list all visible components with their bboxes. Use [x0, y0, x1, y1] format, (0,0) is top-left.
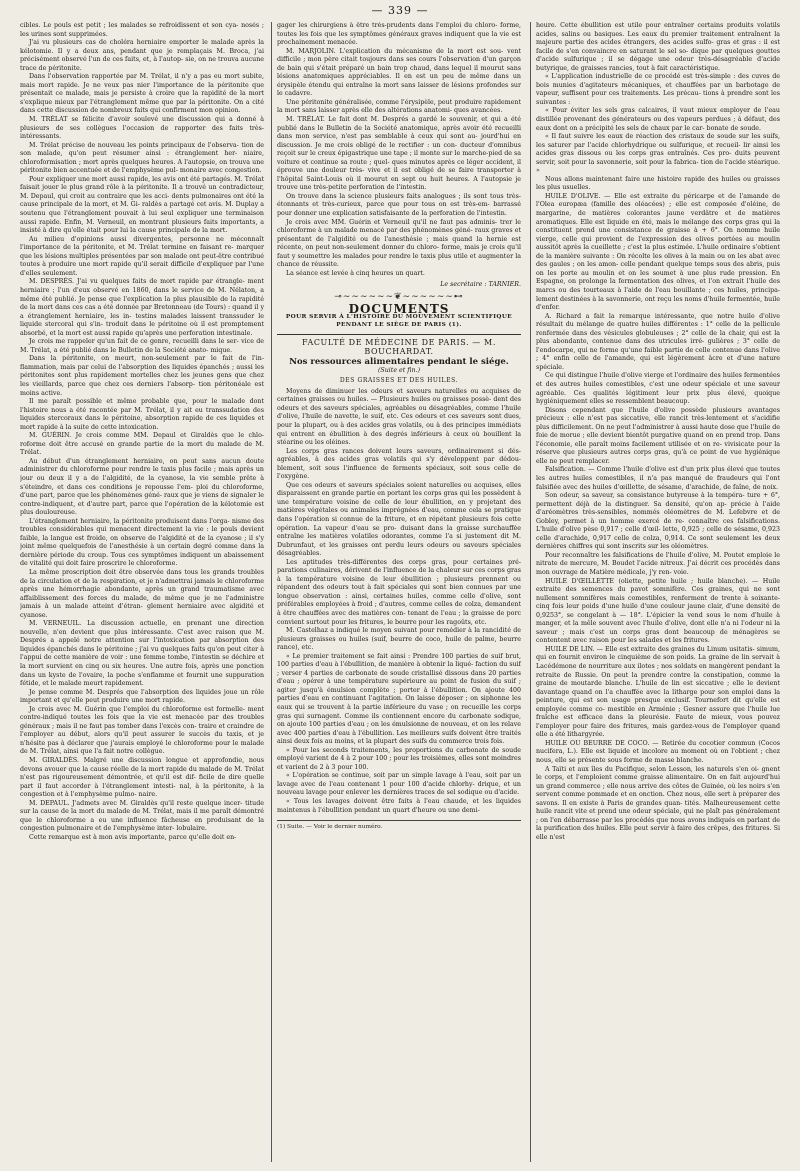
column-middle	[277, 22, 521, 1162]
paragraph: M. TRÉLAT se félicite d'avoir soulevé une discussion qui a donné à plusieurs de ses collègues l'occasion de rapporter des faits très- intéressants.	[20, 116, 264, 141]
paragraph: Je crois avec M. Guérin que l'emploi du chloroforme est formelle- ment contre-indiqué toutes les fois que la vie est menacée par des troubles généraux ; mais il ne faut pas tomber dans l'excès con- traire et craindre de l'employer au début, alors qu'il peut assurer le succès du taxis, et je n'hésite pas à déclarer que j'aurais employé le chloroforme pour le malade de M. Trélat, ainsi que l'a fait notre collègue.	[20, 705, 264, 756]
proceedings-text-continued	[277, 22, 521, 278]
paragraph: A. Richard a fait la remarque intéressante, que notre huile d'olive résultait du mélange de quatre huiles différentes : 1° celle de la pellicule renfermée dans des vésicules globuleuses ; 2° celle de la chair, qui est la plus abondante, contenue dans des utricules irré- gulières ; 3° celle de l'endocarpe, qui ne forme qu'une faible partie de celle contenue dans l'olive ; 4° enfin celle de l'amande, qui est légèrement âcre et d'une nature spéciale.	[536, 312, 780, 371]
paragraph: HUILE OU BEURRE DE COCO. — Retirée du cocotier commun (Cocos nucifera, L.). Elle est liquide et incolore au moment où on l'obtient ; chez nous, elle se présente sous forme de masse blanche.	[536, 739, 780, 765]
paragraph: A Taïti et aux îles du Pacifique, selon Lesson, les naturels s'en oi- gnent le corps, et l'emploient comme graisse alimentaire. On en fait aujourd'hui un grand commerce ; elle nous arrive des côtes de Guinée, où les noirs s'en servent comme pommade et en onction. Chez nous, elle sert à préparer des savons. Il en existe à Paris de grandes quan- tités. Malheureusement cette huile rancit vite et prend une odeur spéciale, qui ne plaît pas généralement ; on l'en débarrasse par les procédés que nous avons indiqués en parlant de la purification des huiles. Elle peut servir à faire des crêpes, des fritures. Si elle n'est	[536, 765, 780, 841]
paragraph: L'étranglement herniaire, la péritonite produisent dans l'orga- nisme des troubles considérables qui menacent directement la vie : le pouls devient faible, la langue est froide, on observe de l'algidité et de la cyanose ; il s'y joint même quelquefois de l'anesthésie à un certain degré comme dans la dernière période du croup. Tous ces symptômes indiquent un abaissement de vitalité qui doit faire proscrire le chloroforme.	[20, 517, 264, 568]
paragraph: Il me paraît possible et même probable que, pour le malade dont l'histoire nous a été racontée par M. Trélat, il y ait eu transsudation des liquides stercoraux dans le péritoine, absorption rapide de ces liquides et mort rapide à la suite de cette intoxication.	[20, 398, 264, 431]
paragraph: Les corps gras rances doivent leurs saveurs, ordinairement si dés- agréables, à des acides gras volatils qui s'y développent par dédou- blement, soit sous l'influence de ferments spéciaux, soit sous celle de l'oxygène.	[277, 447, 521, 481]
paragraph: M. DEPAUL. J'admets avec M. Giraldès qu'il reste quelque incer- titude sur la cause de la mort du malade de M. Trélat, mais il me paraît démontré que le chloroforme a eu une influence fâcheuse en produisant de la congestion pulmonaire et de l'emphysème inter- lobulaire.	[20, 799, 264, 833]
paragraph: Cette remarque est à mon avis importante, parce qu'elle doit en-	[29, 833, 237, 841]
paragraph: « Il faut suivre les eaux de réaction des cristaux de soude sur les suifs, les saturer par l'acide chlorhydrique ou sulfurique, et recueil- lir ainsi les acides gras dissous ou les corps gras entraînés. Ces pro- duits peuvent servir, soit pour la savonnerie, soit pour la fabrica- tion de l'acide stéarique. »	[536, 133, 780, 175]
paragraph: Au début d'un étranglement herniaire, on peut sans aucun doute administrer du chloroforme pour rendre le taxis plus facile ; mais après un jour ou deux il y a de l'algidité, de la cyanose, la vie semble prête à s'éteindre, et dans ces conditions je repousse l'em- ploi du chloroforme, d'une part, parce que les phénomènes géné- raux que je viens de signaler le contre-indiquent, et d'autre part, parce que l'opération de la kélotomie est plus douloureuse.	[20, 457, 264, 517]
paragraph: gager les chirurgiens à être très-prudents dans l'emploi du chloro- forme, toutes les fois que les symptômes généraux graves indiquent que la vie est prochainement menacée.	[277, 22, 521, 47]
section-subtitle: POUR SERVIR À L'HISTOIRE DU MOUVEMENT SCIENTIFIQUE	[285, 314, 513, 321]
paragraph: M. GUÉRIN. Je crois comme MM. Depaul et Giraldès que le chlo- roforme doit être accusé en grande partie de la mort du malade de M. Trélat.	[20, 432, 264, 457]
paragraph: Pour reconnaître les falsifications de l'huile d'olive, M. Poutet emploie le nitrate de mercure, M. Boudet l'acide nitreux. J'ai décrit ces procédés dans mon ouvrage de Matière médicale, j'y ren- voie.	[536, 551, 780, 576]
paragraph: HUILE DE LIN. — Elle est extraite des graines du Linum usitatis- simum, qui en fournit environ le cinquième de son poids. La graine de lin servait à Lacédémone de nourriture aux ilotes ; nos soldats en mangèrent pendant la retraite de Russie. On peut la prendre contre la constipation, comme la graine de moutarde blanche. L'huile de lin est siccative ; elle le devient davantage quand on l'a chauffée avec la litharge pour son emploi dans la peinture, qui est son usage presque exclusif. Tournefort dit qu'elle est employée comme co- mestible en Arménie ; Gesner assure que l'huile lue fraîche est efficace dans la pleurésie. Faute de mieux, vous pouvez l'employer pour faire des fritures, mais gardez-vous de l'employer quand elle a été lithargyrée.	[536, 645, 780, 739]
paragraph: M. Castelhaz a indiqué le moyen suivant pour remédier à la rancidité de plusieurs graisses ou huiles (suif, beurre de coco, huile de palme, beurre rance), etc.	[277, 627, 521, 652]
paragraph: « Le premier traitement se fait ainsi : Prendre 100 parties de suif brut, 100 parties d'eau à l'ébullition, de manière à obtenir la liqué- faction du suif ; verser 4 parties de carbonate de soude cristallisé dissous dans 20 parties d'eau ; opérer à une température supérieure au point de fusion du suif ; agiter jusqu'à émulsion complète ; porter à l'ébullition. On ajoute 400 parties d'eau en continuant l'agitation. On laisse déposer ; on siphonne les eaux qui se trouvent à la partie inférieure du vase ; on recueille les corps gras qui surnagent. Comme ils contiennent encore du carbonate sodique, on ajoute 100 parties d'eau ; on les émulsionne de nouveau, et on les relave avec 400 parties d'eau à l'ébullition. Les meilleurs suifs doivent être traités ainsi deux fois au moins, et la plupart des suifs du commerce trois fois.	[277, 652, 521, 746]
paragraph: Falsification. — Comme l'huile d'olive est d'un prix plus élevé que toutes les autres huiles comestibles, il n'a pas manqué de fraudeurs qui l'ont falsifiée avec des huiles d'œillette, de sésame, d'arachide, de faîne, de noix.	[536, 466, 780, 491]
footnote: (1) Suite. — Voir le dernier numéro.	[277, 820, 521, 832]
paragraph: Son odeur, sa saveur, sa consistance butyreuse à la tempéra- ture + 6°, permettent déjà de la distinguer. Sa densité, qu'on ap- précie à l'aide d'aréomètres très-sensibles, nommés oléomètres de M. Lefebvre et de Gobley, permet à un homme exercé de re- connaître ces falsifications. L'huile d'olive pèse 0,917 ; celle d'œil- lette, 0,925 ; celle de sésame, 0,923 celle d'arachide, 0,917 celle de colza, 0,914. Ce sont seulement les deux dernières chiffres qui sont inscrits sur les oléomètres.	[536, 492, 780, 551]
paragraph: « Pour les seconds traitements, les proportions du carbonate de soude employé varient de 4 à 2 pour 100 ; pour les troisièmes, elles sont moindres et varient de 2 à 3 pour 100.	[277, 746, 521, 771]
paragraph: La même proscription doit être observée dans tous les grands troubles de la circulation et de la respiration, et je n'admettrai jamais le chloroforme après une hémorrhagie abondante, après un grand traumatisme avec affaiblissement des forces du malade, de même que je ne l'administre jamais à un malade atteint d'étran- glement herniaire avec algidité et cyanose.	[20, 569, 264, 619]
paragraph: Je crois avec MM. Guérin et Verneuil qu'il ne faut pas adminis- trer le chloroforme à un malade menacé par des phénomènes géné- raux graves et présentant de l'algidité ou de l'anesthésie ; mais quand la hernie est récente, on peut non-seulement donner du chloro- forme, mais je crois qu'il faut y soumettre les malades pour rendre le taxis plus utile et augmenter la chance de réussite.	[277, 218, 521, 269]
column-divider	[530, 22, 531, 1162]
paragraph: Disons cependant que l'huile d'olive possède plusieurs avantages précieux : elle n'est pas siccative, elle rancit très-lentement et s'acidifie plus difficilement. On ne peut l'administrer à aussi haute dose que l'huile de foie de morue ; elle devient bientôt purgative quand on en prend trop. Dans l'économie, elle paraît moins facilement utilisée et on re- vivisicate pour la réserve que plusieurs autres corps gras, qu'à ce point de vue hygiénique elle ne peut remplacer.	[536, 406, 780, 465]
page-number: — 339 —	[371, 4, 429, 17]
paragraph: M. VERNEUIL. La discussion actuelle, en prenant une direction nouvelle, n'en devient que plus intéressante. C'est avec raison que M. Després a appelé notre attention sur l'intoxication par absorption des liquides épanchés dans le péritoine ; j'ai vu quelques faits qu'on peut citer à l'appui de cette manière de voir : une femme tombe, l'intestin se déchire et la mort survient en cinq ou six heures. Une autre fois, après une ponction dans un kyste de l'ovaire, la poche s'enflamme et fournit une suppuration fétide, et le malade meurt rapidement.	[20, 620, 264, 688]
section-title: DOCUMENTS	[348, 301, 450, 316]
paragraph: M. Trélat précise de nouveau les points principaux de l'observa- tion de son malade, qu'on peut résumer ainsi : étranglement her- niaire, chloroformisation ; mort après quelques heures. A l'autopsie, on trouva une péritonite bien accentuée et de l'emphysème pul- monaire avec congestion.	[20, 141, 264, 175]
paragraph: « L'opération se continue, soit par un simple lavage à l'eau, soit par un lavage avec de l'eau contenant 1 pour 100 d'acide chlorhy- drique, et un nouveau lavage pour enlever les dernières traces de sel sodique ou d'acide.	[277, 772, 521, 797]
article-text-continued	[536, 22, 780, 843]
paragraph: Pour expliquer une mort aussi rapide, les avis ont été partagés. M. Trélat faisait jouer le plus grand rôle à la péritonite. Il a trouvé un contradicteur, M. Depaul, qui croit au contraire que les acci- dents pulmonaires ont été la cause principale de la mort, et M. Gi- raldès a partagé cet avis. M. Duplay a soutenu que l'étranglement pouvait à lui seul expliquer une terminaison aussi rapide. Enfin, M. Verneuil, en montrant plusieurs faits importants, a insisté à dire qu'elle était pour lui la cause principale de la mort.	[20, 175, 264, 235]
paragraph: Nous allons maintenant faire une histoire rapide des huiles ou graisses les plus usuelles.	[536, 175, 780, 192]
column-divider	[271, 22, 272, 1162]
horizontal-rule	[277, 334, 521, 335]
paragraph: HUILE D'ŒILLETTE (oliette, petite huile ; huile blanche). — Huile extraite des semences du pavot somnifère. Ces graines, qui ne sont nullement somnifères mais comestibles, renferment de trente à soixante-cinq fois leur poids d'une huile d'une couleur jaune clair, d'une densité de 0,9253°, se congelant à — 18°. L'épicier la vend sous le nom d'huile à manger, et la mêle souvent avec l'huile d'olive, dont elle n'a ni l'odeur ni la saveur ; mais c'est un corps gras dont beaucoup de ménagères se contentent avec raison pour les salades et les fritures.	[536, 577, 780, 645]
paragraph: M. GIRALDÈS. Malgré une discussion longue et approfondie, nous devons avouer que la cause réelle de la mort rapide du malade de M. Trélat n'est pas rigoureusement démontrée, et qu'il est dif- ficile de dire quelle part il faut accorder à l'étranglement intesti- nal, à la péritonite, à la congestion et à l'emphysème pulmo- naire.	[20, 757, 264, 799]
paragraph: HUILE D'OLIVE. — Elle est extraite du péricarpe et de l'amande de l'Olea europæa (famille des oléacées) ; elle est composée d'oléine, de margarine, de matières colorantes jaune verdâtre et de matières aromatiques. Elle est liquide en été, mais le mélange des corps gras qui la constituent prend une consistance de graisse à + 6°. On nomme huile vierge, celle qui provient de l'expression des olives portées au moulin aussitôt après la cueillette ; c'est la plus estimée. L'huile ordinaire s'obtient de la manière suivante : On récolte les olives à la main ou on les abat avec des gaules ; on les amon- celle pendant quelque temps sous des abris, puis on les porte au moulin et on les soumet à une plus rude pression. En Espagne, on prolonge la fermentation des olives, et l'on extrait l'huile des marcs ou des tourteaux à l'aide de l'eau bouillante ; ces huiles, principa- lement destinées à la savonnerie, ont reçu les noms d'huile fermentée, huile d'enfer.	[536, 192, 780, 312]
paragraph: Je pense comme M. Després que l'absorption des liquides joue un rôle important et qu'elle peut produire une mort rapide.	[20, 688, 264, 705]
paragraph: Les aptitudes très-différentes des corps gras, pour certaines pré- parations culinaires, dérivent de l'influence de la chaleur sur ces corps gras à la température voisine de leur ébullition ; plusieurs prennent ou répandent des odeurs tout à fait spéciales qui sont bien connues par une longue observation : ainsi, certaines huiles, comme celle d'olive, sont préférables employées à froid ; d'autres, comme celles de colza, demandent à être chauffées avec des matières con- tenant de l'eau ; la graisse de porc convient surtout pour les fritures, le beurre pour les ragoûts, etc.	[277, 558, 521, 626]
part-heading: DES GRAISSES ET DES HUILES.	[339, 377, 459, 385]
paragraph: « Tous les lavages doivent être faits à l'eau chaude, et les liquides maintenus à l'ébullition pendant un quart d'heure ou une demi-	[277, 798, 521, 814]
paragraph: On trouve dans la science plusieurs faits analogues ; ils sont tous très-étonnants et très-curieux, parce que pour tous on est très-em- barrassé pour donner une explication satisfaisante de la perforation de l'intestin.	[277, 192, 521, 218]
paragraph: « L'application industrielle de ce procédé est très-simple : des cuves de bois munies d'agitateurs mécaniques, et chauffées par un barbotage de vapeur, suffisent pour ces traitements. Les précau- tions à prendre sont les suivantes :	[536, 73, 780, 106]
paragraph: La séance est levée à cinq heures un quart.	[286, 269, 425, 277]
paragraph: Ce qui distingue l'huile d'olive vierge et l'ordinaire des huiles fermentées et des autres huiles comestibles, c'est une odeur spéciale et une saveur agréable. Ces qualités légitiment leur prix plus élevé, quoique hygiéniquement elles se ressemblent beaucoup.	[536, 372, 780, 406]
article-text	[277, 388, 521, 815]
paragraph: M. TRÉLAT. Le fait dont M. Després a gardé le souvenir, et qui a été publié dans le Bulletin de la Société anatomique, après avoir été recueilli dans mon service, n'est pas semblable à ceux qui sont au- jourd'hui en discussion. Je me crois obligé de le rectifier : un con- ducteur d'omnibus reçoit sur le creux épigastrique une tape ; il monte sur le marche-pied de sa voiture et continue sa route ; quel- ques minutes après ce léger accident, il éprouve une douleur très- vive et il est obligé de se faire transporter à l'hôpital Saint-Louis où il mourut en sept ou huit heures. A l'autopsie je trouve une très-petite perforation de l'intestin.	[277, 116, 521, 192]
paragraph: M. MARJOLIN. L'explication du mécanisme de la mort est sou- vent difficile ; mon père citait toujours dans ses cours l'observation d'un garçon de bain qui s'était préparé un bain trop chaud, dans lequel il mourut sans lésions anatomiques appréciables. Il en est un peu de même dans un érysipèle étendu qui entraîne la mort sans laisser de lésions profondes sur le cadavre.	[277, 47, 521, 98]
faculty-heading: FACULTÉ DE MÉDECINE DE PARIS. — M. BOUCHARDAT.	[302, 338, 496, 356]
paragraph: Moyens de diminuer les odeurs et saveurs naturelles ou acquises de certaines graisses ou huiles. — Plusieurs huiles ou graisses possè- dent des odeurs et des saveurs spéciales, agréables ou désagréables, comme l'huile d'olive, l'huile de navette, le suif, etc. Ces odeurs et ces saveurs sont dues, pour la plupart, ou à des acides gras volatils, ou à des principes immédiats qui entrent en ébullition à des degrés inférieurs à ceux où bouillent la stéarine ou les oléines.	[277, 387, 521, 447]
paragraph: Une péritonite généralisée, comme l'érysipèle, peut produire rapidement la mort sans laisser après elle des altérations anatomi- ques avancées.	[277, 98, 521, 115]
ornament-divider: ⊸∼∼∼∼∼∼❦∼∼∼∼∼∼⊷	[334, 291, 464, 302]
article-continuation: (Suite et fin.)	[377, 366, 421, 374]
paragraph: Au milieu d'opinions aussi divergentes, personne ne méconnaît l'importance de la péritonite, et M. Trélat termine en faisant re- marquer que les lésions multiples présentées par son malade ont peut-être contribué toutes à produire une mort rapide qu'il serait difficile d'expliquer par l'une d'elles seulement.	[20, 235, 264, 277]
section-subtitle: PENDANT LE SIÈGE DE PARIS (1).	[336, 321, 462, 328]
article-title: Nos ressources alimentaires pendant le siége.	[289, 357, 509, 368]
paragraph: Dans l'observation rapportée par M. Trélat, il n'y a pas eu mort subite, mais mort rapide. Je ne veux pas nier l'importance de la péritonite que présentait ce malade, mais je persiste à croire que la rapidité de la mort s'explique mieux par l'étranglement même que par la péritonite. On a cité dans cette discussion de nombreux faits qui confirment mon opinion.	[20, 73, 264, 115]
paragraph: J'ai vu plusieurs cas de choléra herniaire emporter le malade après la kélotomie. Il y a deux ans, pendant que je remplaçais M. Broca, j'ai précisément observé l'un de ces faits, et, à l'autop- sie, on ne trouva aucune trace de péritonite.	[20, 39, 264, 72]
column-left	[20, 22, 264, 1162]
proceedings-text	[20, 22, 264, 843]
paragraph: Que ces odeurs et saveurs spéciales soient naturelles ou acquises, elles disparaissent en grande partie en portant les corps gras qui les possèdent à une température voisine de celle de leur ébullition, en y projetant des matières végétales ou animales imprégnées d'eau, comme cela se pratique dans l'opération si connue de la friture, et en répétant plusieurs fois cette opération. La vapeur d'eau se pro- duisant dans la graisse surchauffée entraîne les matières volatiles odorantes, comme l'a si justement dit M. Dubrunfaut, et les graisses ont perdu leurs odeurs ou saveurs spéciales désagréables.	[277, 481, 521, 558]
paragraph: cibles. Le pouls est petit ; les malades se refroidissent et son cya- nosés ; les urines sont supprimées.	[20, 22, 264, 38]
paragraph: Dans la péritonite, on meurt, non-seulement par le fait de l'in- flammation, mais par celui de l'absorption des liquides épanchés ; aussi les péritonites sont plus rapidement mortelles chez les jeunes gens que chez les vieillards, parce que chez ces derniers l'absorp- tion péritonéale est moins active.	[20, 355, 264, 397]
paragraph: heure. Cette ébullition est utile pour entraîner certains produits volatils acides, salins ou basiques. Les eaux du premier traitement entraînent la majeure partie des acides étrangers, des acides sulfo- gras et gras : il est facile de s'en convaincre en saturant le sel so- dique par quelques gouttes d'acide sulfurique ; il se dégage une odeur très-désagréable d'acide butyrique, de graisses rancies, tout à fait caractéristique.	[536, 22, 780, 72]
column-right	[536, 22, 780, 1162]
secretary-signature: Le secrétaire : TARNIER.	[440, 281, 521, 289]
paragraph: M. DESPRÉS. J'ai vu quelques faits de mort rapide par étrangle- ment herniaire ; l'un d'eux observé en 1860, dans le service de M. Nélaton, a même été publié. Je pense que l'explication la plus plausible de la rapidité de la mort dans ces cas a été donnée par Bretonneau (de Tours) : quand il y a étranglement herniaire, les in- testins malades laissent transsuder le liquide stercoral qui s'in- troduit dans le péritoine où il est promptement absorbé, et la mort est aussi rapide qu'après une perforation intestinale.	[20, 278, 264, 337]
paragraph: « Pour éviter les sels gras calcaires, il vaut mieux employer de l'eau distillée provenant des générateurs ou des vapeurs perdues ; à défaut, des eaux dont on a précipité les sels de chaux par le car- bonate de soude.	[536, 107, 780, 132]
paragraph: Je crois me rappeler qu'un fait de ce genre, recueilli dans le ser- vice de M. Trélat, a été publié dans le Bulletin de la Société anato- mique.	[20, 338, 264, 354]
